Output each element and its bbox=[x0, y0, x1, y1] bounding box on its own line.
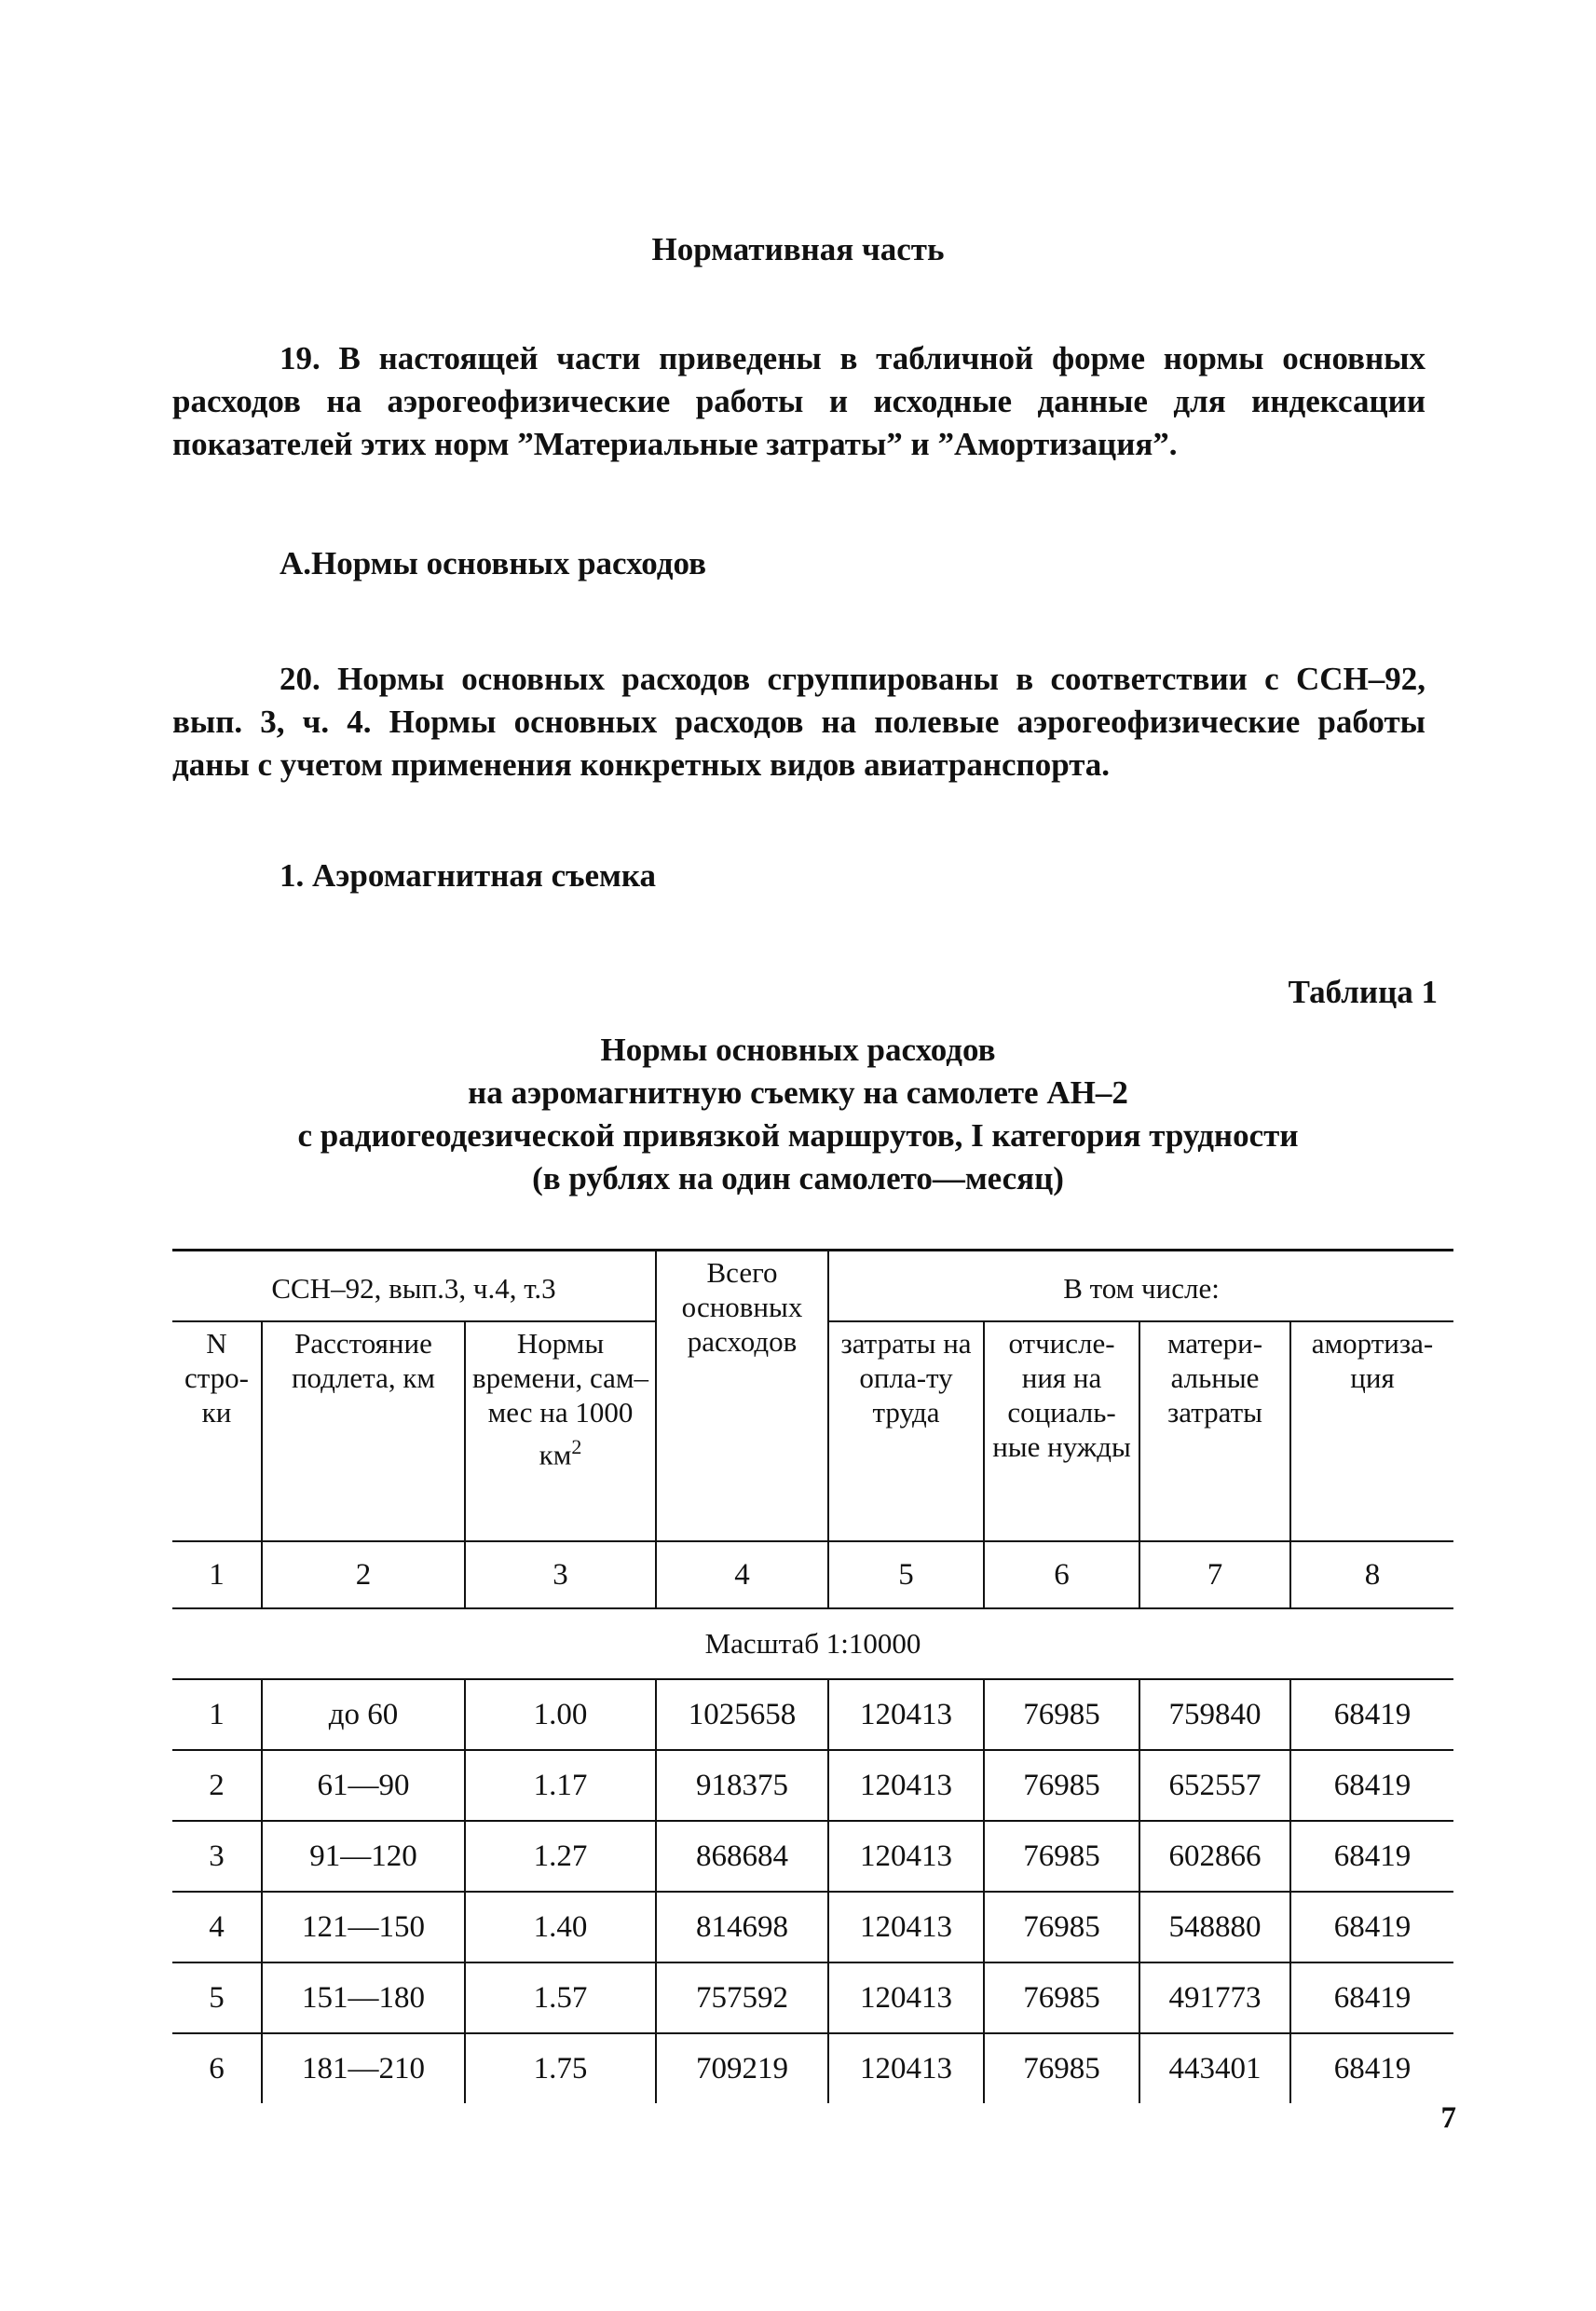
cell-material: 652557 bbox=[1139, 1750, 1290, 1821]
cell-distance: 121—150 bbox=[262, 1892, 465, 1962]
cell-n: 5 bbox=[172, 1962, 262, 2033]
cell-n: 2 bbox=[172, 1750, 262, 1821]
cell-distance: 91—120 bbox=[262, 1821, 465, 1892]
col-header-norm-time bbox=[465, 1321, 656, 1541]
page-number: 7 bbox=[1440, 2101, 1456, 2135]
cell-labor: 120413 bbox=[828, 1821, 984, 1892]
incl-header: В том числе: bbox=[828, 1251, 1453, 1322]
cell-social: 76985 bbox=[984, 1892, 1139, 1962]
subsection-title: 1. Аэромагнитная съемка bbox=[280, 857, 657, 894]
table-row bbox=[172, 2033, 1453, 2103]
cell-material: 602866 bbox=[1139, 1821, 1290, 1892]
section-a-title: А.Нормы основных расходов bbox=[280, 545, 707, 581]
cell-labor: 120413 bbox=[828, 1679, 984, 1750]
cell-distance: 61—90 bbox=[262, 1750, 465, 1821]
col-number: 5 bbox=[828, 1541, 984, 1608]
col-number: 4 bbox=[656, 1541, 828, 1608]
col-header-distance: Расстояние подлета, км bbox=[262, 1321, 465, 1541]
col-header-social: отчисле-ния на социаль-ные нужды bbox=[984, 1321, 1139, 1541]
paragraph-19 bbox=[172, 337, 1425, 466]
cell-social: 76985 bbox=[984, 2033, 1139, 2103]
cell-n: 3 bbox=[172, 1821, 262, 1892]
paragraph-line: даны с учетом применения конкретных видов авиатранспорта. bbox=[172, 746, 1111, 783]
cell-n: 1 bbox=[172, 1679, 262, 1750]
table-row bbox=[172, 1821, 1453, 1892]
table-row bbox=[172, 1892, 1453, 1962]
caption-line: с радиогеодезической привязкой маршрутов, I категория трудности bbox=[297, 1117, 1299, 1154]
caption-line: Нормы основных расходов bbox=[600, 1032, 996, 1068]
col-header-n: N стро-ки bbox=[172, 1321, 262, 1541]
cell-material: 548880 bbox=[1139, 1892, 1290, 1962]
cell-labor: 120413 bbox=[828, 1750, 984, 1821]
cell-amort: 68419 bbox=[1290, 1679, 1453, 1750]
cell-total: 1025658 bbox=[656, 1679, 828, 1750]
col-header-total: Всего основных расходов bbox=[656, 1251, 828, 1542]
cell-amort: 68419 bbox=[1290, 1892, 1453, 1962]
cell-norm-time: 1.40 bbox=[465, 1892, 656, 1962]
cell-amort: 68419 bbox=[1290, 2033, 1453, 2103]
cell-norm-time: 1.57 bbox=[465, 1962, 656, 2033]
table-row bbox=[172, 1962, 1453, 2033]
superscript: 2 bbox=[571, 1435, 582, 1458]
cell-social: 76985 bbox=[984, 1679, 1139, 1750]
paragraph-line: 19. В настоящей части приведены в табличной форме нормы основных bbox=[280, 340, 1425, 376]
paragraph-line: 20. Нормы основных расходов сгруппированы в соответствии с ССН–92, bbox=[280, 661, 1425, 697]
col-header-norm-time-text: Нормы времени, сам–мес на 1000 км bbox=[472, 1327, 648, 1471]
paragraph-line: показателей этих норм ”Материальные затраты” и ”Амортизация”. bbox=[172, 426, 1178, 462]
paragraph-line: расходов на аэрогеофизические работы и исходные данные для индексации bbox=[172, 383, 1425, 419]
cell-material: 443401 bbox=[1139, 2033, 1290, 2103]
page-heading: Нормативная часть bbox=[651, 231, 945, 267]
cell-distance: 151—180 bbox=[262, 1962, 465, 2033]
cell-distance: до 60 bbox=[262, 1679, 465, 1750]
cell-distance: 181—210 bbox=[262, 2033, 465, 2103]
caption-line: (в рублях на один самолето—месяц) bbox=[532, 1160, 1064, 1197]
cell-total: 757592 bbox=[656, 1962, 828, 2033]
cell-labor: 120413 bbox=[828, 1892, 984, 1962]
cell-social: 76985 bbox=[984, 1750, 1139, 1821]
cell-labor: 120413 bbox=[828, 2033, 984, 2103]
col-number: 6 bbox=[984, 1541, 1139, 1608]
col-header-material: матери-альные затраты bbox=[1139, 1321, 1290, 1541]
cell-amort: 68419 bbox=[1290, 1750, 1453, 1821]
table-row bbox=[172, 1750, 1453, 1821]
col-header-amort: амортиза-ция bbox=[1290, 1321, 1453, 1541]
cell-n: 6 bbox=[172, 2033, 262, 2103]
col-number: 2 bbox=[262, 1541, 465, 1608]
table-row bbox=[172, 1679, 1453, 1750]
cell-total: 709219 bbox=[656, 2033, 828, 2103]
cell-n: 4 bbox=[172, 1892, 262, 1962]
norms-table bbox=[172, 1249, 1453, 2103]
cell-total: 868684 bbox=[656, 1821, 828, 1892]
caption-line: на аэромагнитную съемку на самолете АН–2 bbox=[468, 1074, 1128, 1111]
cell-amort: 68419 bbox=[1290, 1962, 1453, 2033]
scale-row: Масштаб 1:10000 bbox=[172, 1608, 1453, 1679]
cell-norm-time: 1.27 bbox=[465, 1821, 656, 1892]
col-number: 3 bbox=[465, 1541, 656, 1608]
cell-amort: 68419 bbox=[1290, 1821, 1453, 1892]
col-number: 7 bbox=[1139, 1541, 1290, 1608]
cell-social: 76985 bbox=[984, 1821, 1139, 1892]
cell-material: 759840 bbox=[1139, 1679, 1290, 1750]
cell-total: 814698 bbox=[656, 1892, 828, 1962]
cell-norm-time: 1.75 bbox=[465, 2033, 656, 2103]
group-header: ССН–92, вып.3, ч.4, т.3 bbox=[172, 1251, 656, 1322]
paragraph-line: вып. 3, ч. 4. Нормы основных расходов на полевые аэрогеофизические работы bbox=[172, 704, 1425, 740]
col-number: 1 bbox=[172, 1541, 262, 1608]
cell-total: 918375 bbox=[656, 1750, 828, 1821]
paragraph-20 bbox=[172, 658, 1425, 786]
cell-labor: 120413 bbox=[828, 1962, 984, 2033]
col-number: 8 bbox=[1290, 1541, 1453, 1608]
table-caption bbox=[0, 1029, 1596, 1200]
cell-social: 76985 bbox=[984, 1962, 1139, 2033]
cell-material: 491773 bbox=[1139, 1962, 1290, 2033]
col-header-labor: затраты на опла-ту труда bbox=[828, 1321, 984, 1541]
cell-norm-time: 1.00 bbox=[465, 1679, 656, 1750]
table-label: Таблица 1 bbox=[1288, 974, 1438, 1010]
cell-norm-time: 1.17 bbox=[465, 1750, 656, 1821]
